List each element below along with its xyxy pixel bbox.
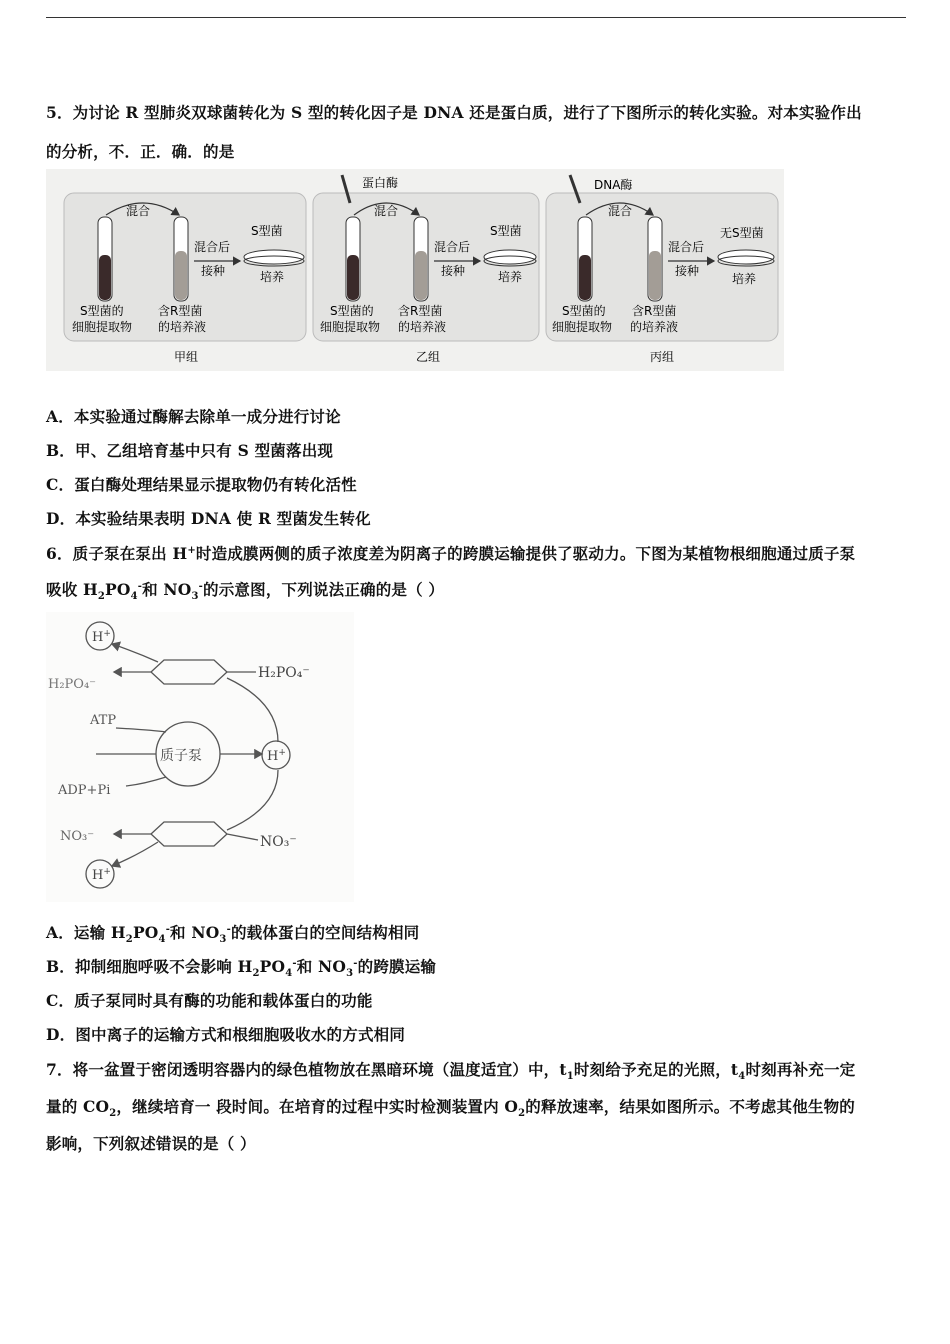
tube-r-label-3-1: 含R型菌 <box>632 304 677 318</box>
inoculate-label-1: 混合后 <box>194 240 231 254</box>
q7-stem-line2: 量的 $CO_2$，继续培育一 段时间。在培育的过程中实时检测装置内 $O_2$的释放速率，结果如图所示。不考虑其他生物的 <box>46 1097 855 1120</box>
h2po4-left-label: H₂PO₄⁻ <box>48 677 97 692</box>
q6-option-b: B．抑制细胞呼吸不会影响 $H_2PO_4^-$和 $NO_3^-$的跨膜运输 <box>46 957 437 980</box>
h2po4-right-label: H₂PO₄⁻ <box>258 665 310 681</box>
group3-label: 丙组 <box>650 350 675 364</box>
tube-r-label-2-1: 含R型菌 <box>398 304 443 318</box>
dnase-label: DNA酶 <box>594 178 633 192</box>
result-s-label-2: S型菌 <box>490 224 522 238</box>
mix-label-3: 混合 <box>608 204 633 218</box>
group2-label: 乙组 <box>416 350 441 364</box>
tube-s-liquid-2 <box>347 255 359 300</box>
header-rule <box>46 17 906 18</box>
q5-option-b: B．甲、乙组培育基中只有 S 型菌落出现 <box>46 441 334 460</box>
proton-pump-label: 质子泵 <box>160 748 202 764</box>
tube-r-label-2-2: 的培养液 <box>398 320 447 334</box>
tube-r-label-3-2: 的培养液 <box>630 320 679 334</box>
atp-label: ATP <box>90 713 117 728</box>
inoculate-label-3b: 接种 <box>675 264 700 278</box>
q5-stem-line1: 5．为讨论 R 型肺炎双球菌转化为 S 型的转化因子是 DNA 还是蛋白质，进行了下图所示的转化实验。对本实验作出 <box>46 103 862 122</box>
inoculate-label-2: 接种 <box>201 264 226 278</box>
inoculate-label-2b: 接种 <box>441 264 466 278</box>
inoculate-label-3a: 混合后 <box>668 240 705 254</box>
tube-r-liquid <box>175 251 187 300</box>
result-s-label: S型菌 <box>251 224 283 238</box>
q6-stem-line2: 吸收 $H_2PO_4^-$和 $NO_3^-$的示意图，下列说法正确的是（ ） <box>46 580 445 603</box>
tube-s-label-2: 细胞提取物 <box>72 320 133 334</box>
no3-right-label: NO₃⁻ <box>260 834 297 850</box>
q7-stem-line3: 影响，下列叙述错误的是（ ） <box>46 1134 256 1153</box>
hplus-top-icon: H+ <box>92 629 111 645</box>
culture-label-3: 培养 <box>732 272 757 286</box>
q5-stem-line2: 的分析，不．正．确．的是 <box>46 142 235 161</box>
q6-proton-pump-figure <box>46 612 354 902</box>
q6-option-a: A．运输 $H_2PO_4^-$和 $NO_3^-$的载体蛋白的空间结构相同 <box>46 923 420 946</box>
tube-r-label-2: 的培养液 <box>158 320 207 334</box>
hplus-middle-icon: H+ <box>267 748 286 764</box>
q7-stem-line1: 7．将一盆置于密闭透明容器内的绿色植物放在黑暗环境（温度适宜）中，$t_1$时刻给予充足的光照，$t_4$时刻再补充一定 <box>46 1060 856 1083</box>
q6-option-c: C．质子泵同时具有酶的功能和载体蛋白的功能 <box>46 991 373 1010</box>
tube-s-label-3-2: 细胞提取物 <box>552 320 613 334</box>
tube-s-label-2-2: 细胞提取物 <box>320 320 381 334</box>
no3-left-label: NO₃⁻ <box>60 829 95 844</box>
q6-option-d: D．图中离子的运输方式和根细胞吸收水的方式相同 <box>46 1025 406 1044</box>
tube-r-label-1: 含R型菌 <box>158 304 203 318</box>
result-none-label: 无S型菌 <box>720 226 764 240</box>
tube-r-liquid-2 <box>415 251 427 300</box>
tube-s-label-1: S型菌的 <box>80 304 124 318</box>
mix-label: 混合 <box>126 204 151 218</box>
culture-label: 培养 <box>260 270 285 284</box>
inoculate-label-2a: 混合后 <box>434 240 471 254</box>
adp-pi-label: ADP+Pi <box>58 783 111 798</box>
hplus-bottom-icon: H+ <box>92 867 111 883</box>
tube-s-liquid-3 <box>579 255 591 300</box>
tube-s-liquid <box>99 255 111 300</box>
protease-label: 蛋白酶 <box>362 176 399 190</box>
q5-option-c: C．蛋白酶处理结果显示提取物仍有转化活性 <box>46 475 357 494</box>
tube-r-liquid-3 <box>649 251 661 300</box>
q5-transformation-figure <box>46 169 784 371</box>
group1-label: 甲组 <box>174 350 199 364</box>
culture-label-2: 培养 <box>498 270 523 284</box>
tube-s-label-3-1: S型菌的 <box>562 304 606 318</box>
q5-option-a: A．本实验通过酶解去除单一成分进行讨论 <box>46 407 341 426</box>
tube-s-label-2-1: S型菌的 <box>330 304 374 318</box>
q5-option-d: D．本实验结果表明 DNA 使 R 型菌发生转化 <box>46 509 371 528</box>
q6-stem-line1: 6．质子泵在泵出 H+时造成膜两侧的质子浓度差为阴离子的跨膜运输提供了驱动力。下图为某植物根细胞通过质子泵 <box>46 544 856 563</box>
mix-label-2: 混合 <box>374 204 399 218</box>
